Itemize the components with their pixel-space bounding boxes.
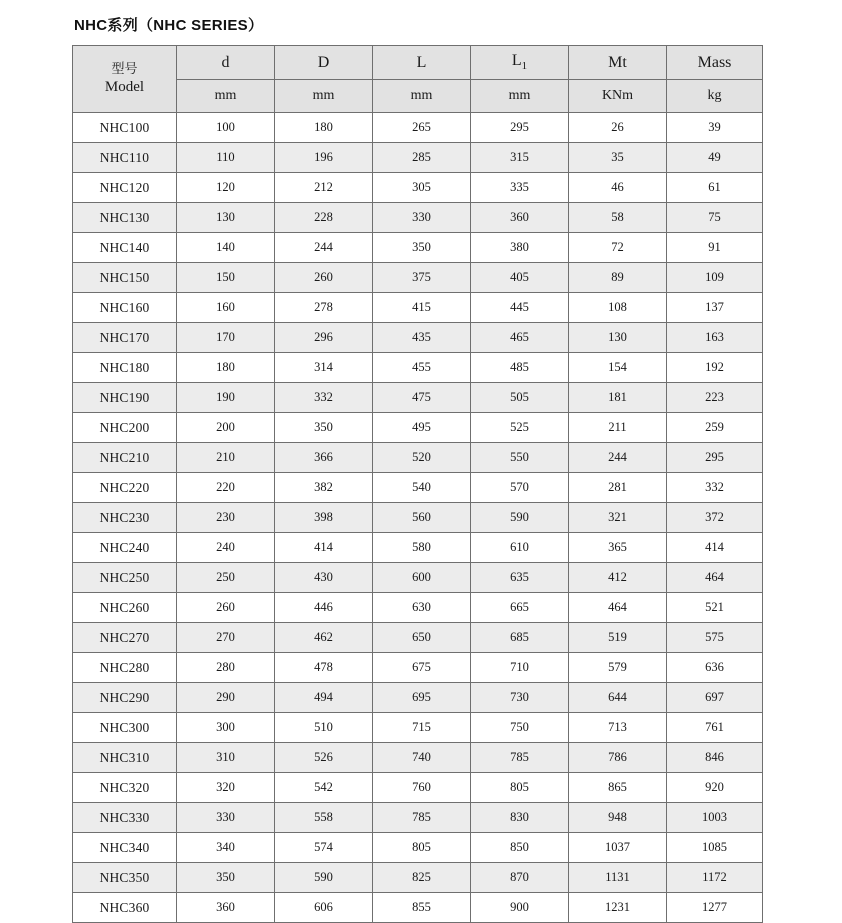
cell-Mt: 26 xyxy=(569,113,667,143)
cell-L1: 750 xyxy=(471,713,569,743)
cell-D: 574 xyxy=(275,833,373,863)
cell-Mass: 920 xyxy=(667,773,763,803)
cell-model: NHC360 xyxy=(73,893,177,923)
cell-d: 200 xyxy=(177,413,275,443)
header-unit-D: mm xyxy=(275,80,373,113)
cell-D: 494 xyxy=(275,683,373,713)
cell-Mass: 521 xyxy=(667,593,763,623)
cell-Mass: 109 xyxy=(667,263,763,293)
cell-D: 382 xyxy=(275,473,373,503)
header-row-units xyxy=(73,80,763,113)
cell-Mass: 91 xyxy=(667,233,763,263)
cell-L1: 665 xyxy=(471,593,569,623)
cell-L: 495 xyxy=(373,413,471,443)
cell-D: 278 xyxy=(275,293,373,323)
cell-model: NHC220 xyxy=(73,473,177,503)
table-row xyxy=(73,473,763,503)
cell-Mass: 1003 xyxy=(667,803,763,833)
cell-D: 590 xyxy=(275,863,373,893)
table-row xyxy=(73,833,763,863)
header-symbol-L-text: L xyxy=(416,53,427,71)
table-row xyxy=(73,443,763,473)
cell-d: 320 xyxy=(177,773,275,803)
table-row xyxy=(73,803,763,833)
cell-d: 290 xyxy=(177,683,275,713)
cell-Mass: 372 xyxy=(667,503,763,533)
cell-L: 285 xyxy=(373,143,471,173)
cell-Mass: 332 xyxy=(667,473,763,503)
cell-Mt: 181 xyxy=(569,383,667,413)
cell-Mass: 575 xyxy=(667,623,763,653)
cell-L: 675 xyxy=(373,653,471,683)
cell-d: 300 xyxy=(177,713,275,743)
cell-model: NHC230 xyxy=(73,503,177,533)
cell-model: NHC130 xyxy=(73,203,177,233)
cell-D: 558 xyxy=(275,803,373,833)
cell-Mt: 644 xyxy=(569,683,667,713)
header-symbol-Mt xyxy=(569,46,667,80)
cell-d: 280 xyxy=(177,653,275,683)
table-body xyxy=(73,113,763,923)
cell-Mt: 1231 xyxy=(569,893,667,923)
header-unit-d: mm xyxy=(177,80,275,113)
cell-Mt: 365 xyxy=(569,533,667,563)
header-unit-Mt: KNm xyxy=(569,80,667,113)
table-row xyxy=(73,863,763,893)
cell-L: 580 xyxy=(373,533,471,563)
cell-L1: 635 xyxy=(471,563,569,593)
cell-L1: 785 xyxy=(471,743,569,773)
header-symbol-L1-text: L xyxy=(511,52,522,70)
cell-d: 250 xyxy=(177,563,275,593)
cell-d: 100 xyxy=(177,113,275,143)
cell-model: NHC280 xyxy=(73,653,177,683)
cell-model: NHC300 xyxy=(73,713,177,743)
cell-model: NHC180 xyxy=(73,353,177,383)
header-symbol-D-text: D xyxy=(317,53,330,71)
table-row xyxy=(73,353,763,383)
cell-Mass: 1085 xyxy=(667,833,763,863)
table-row xyxy=(73,683,763,713)
cell-d: 210 xyxy=(177,443,275,473)
cell-D: 350 xyxy=(275,413,373,443)
cell-L: 560 xyxy=(373,503,471,533)
cell-d: 360 xyxy=(177,893,275,923)
cell-Mass: 636 xyxy=(667,653,763,683)
cell-model: NHC120 xyxy=(73,173,177,203)
cell-D: 542 xyxy=(275,773,373,803)
cell-d: 120 xyxy=(177,173,275,203)
cell-d: 310 xyxy=(177,743,275,773)
cell-model: NHC210 xyxy=(73,443,177,473)
cell-L: 805 xyxy=(373,833,471,863)
cell-Mass: 697 xyxy=(667,683,763,713)
cell-Mt: 89 xyxy=(569,263,667,293)
cell-Mass: 192 xyxy=(667,353,763,383)
cell-D: 478 xyxy=(275,653,373,683)
cell-Mass: 163 xyxy=(667,323,763,353)
cell-L: 455 xyxy=(373,353,471,383)
table-row xyxy=(73,293,763,323)
cell-Mass: 1277 xyxy=(667,893,763,923)
table-row xyxy=(73,563,763,593)
header-unit-Mass: kg xyxy=(667,80,763,113)
cell-Mt: 154 xyxy=(569,353,667,383)
header-unit-L: mm xyxy=(373,80,471,113)
cell-L1: 900 xyxy=(471,893,569,923)
cell-L1: 570 xyxy=(471,473,569,503)
cell-D: 430 xyxy=(275,563,373,593)
cell-model: NHC240 xyxy=(73,533,177,563)
header-symbol-L1-sub: 1 xyxy=(521,60,528,73)
cell-L1: 485 xyxy=(471,353,569,383)
cell-L: 695 xyxy=(373,683,471,713)
cell-d: 260 xyxy=(177,593,275,623)
cell-d: 230 xyxy=(177,503,275,533)
cell-model: NHC290 xyxy=(73,683,177,713)
table-row xyxy=(73,503,763,533)
cell-Mt: 58 xyxy=(569,203,667,233)
cell-d: 150 xyxy=(177,263,275,293)
cell-d: 350 xyxy=(177,863,275,893)
cell-Mass: 49 xyxy=(667,143,763,173)
cell-model: NHC150 xyxy=(73,263,177,293)
header-symbol-d-text: d xyxy=(221,53,230,71)
table-row xyxy=(73,383,763,413)
table-row xyxy=(73,893,763,923)
cell-L1: 830 xyxy=(471,803,569,833)
nhc-series-spec-table xyxy=(72,45,763,923)
cell-model: NHC170 xyxy=(73,323,177,353)
cell-Mt: 211 xyxy=(569,413,667,443)
cell-D: 260 xyxy=(275,263,373,293)
cell-L: 855 xyxy=(373,893,471,923)
cell-D: 510 xyxy=(275,713,373,743)
cell-L: 715 xyxy=(373,713,471,743)
cell-model: NHC310 xyxy=(73,743,177,773)
cell-L: 650 xyxy=(373,623,471,653)
cell-L1: 335 xyxy=(471,173,569,203)
cell-model: NHC270 xyxy=(73,623,177,653)
cell-d: 180 xyxy=(177,353,275,383)
cell-d: 170 xyxy=(177,323,275,353)
cell-D: 196 xyxy=(275,143,373,173)
cell-L1: 525 xyxy=(471,413,569,443)
cell-L1: 870 xyxy=(471,863,569,893)
header-symbol-Mass-text: Mass xyxy=(697,53,732,71)
header-symbol-d xyxy=(177,46,275,80)
table-row xyxy=(73,143,763,173)
cell-Mass: 259 xyxy=(667,413,763,443)
cell-L: 475 xyxy=(373,383,471,413)
table-row xyxy=(73,773,763,803)
cell-Mass: 846 xyxy=(667,743,763,773)
cell-D: 212 xyxy=(275,173,373,203)
table-row xyxy=(73,653,763,683)
cell-d: 340 xyxy=(177,833,275,863)
header-symbol-Mt-text: Mt xyxy=(608,53,627,71)
cell-Mt: 412 xyxy=(569,563,667,593)
cell-Mass: 414 xyxy=(667,533,763,563)
cell-Mass: 39 xyxy=(667,113,763,143)
cell-L: 825 xyxy=(373,863,471,893)
table-row xyxy=(73,113,763,143)
cell-d: 140 xyxy=(177,233,275,263)
cell-Mt: 786 xyxy=(569,743,667,773)
table-row xyxy=(73,743,763,773)
cell-d: 110 xyxy=(177,143,275,173)
cell-Mt: 321 xyxy=(569,503,667,533)
cell-Mass: 137 xyxy=(667,293,763,323)
cell-D: 526 xyxy=(275,743,373,773)
header-symbol-D xyxy=(275,46,373,80)
cell-D: 414 xyxy=(275,533,373,563)
cell-Mass: 75 xyxy=(667,203,763,233)
cell-D: 244 xyxy=(275,233,373,263)
header-unit-L1: mm xyxy=(471,80,569,113)
cell-Mass: 61 xyxy=(667,173,763,203)
cell-D: 332 xyxy=(275,383,373,413)
cell-L: 435 xyxy=(373,323,471,353)
header-model-cn: 型号 xyxy=(111,61,138,77)
cell-model: NHC160 xyxy=(73,293,177,323)
table-row xyxy=(73,233,763,263)
cell-L: 415 xyxy=(373,293,471,323)
cell-Mass: 761 xyxy=(667,713,763,743)
cell-d: 220 xyxy=(177,473,275,503)
cell-L: 305 xyxy=(373,173,471,203)
cell-L1: 610 xyxy=(471,533,569,563)
table-row xyxy=(73,413,763,443)
cell-L1: 550 xyxy=(471,443,569,473)
table-row xyxy=(73,203,763,233)
cell-L1: 380 xyxy=(471,233,569,263)
cell-L1: 295 xyxy=(471,113,569,143)
cell-d: 130 xyxy=(177,203,275,233)
cell-model: NHC330 xyxy=(73,803,177,833)
cell-model: NHC350 xyxy=(73,863,177,893)
page-title: NHC系列（NHC SERIES） xyxy=(74,17,264,34)
cell-d: 240 xyxy=(177,533,275,563)
cell-L: 265 xyxy=(373,113,471,143)
cell-L1: 710 xyxy=(471,653,569,683)
cell-d: 330 xyxy=(177,803,275,833)
cell-D: 398 xyxy=(275,503,373,533)
cell-Mt: 865 xyxy=(569,773,667,803)
cell-Mt: 35 xyxy=(569,143,667,173)
cell-model: NHC320 xyxy=(73,773,177,803)
header-row-symbols xyxy=(73,46,763,80)
cell-Mt: 244 xyxy=(569,443,667,473)
table-row xyxy=(73,263,763,293)
cell-d: 190 xyxy=(177,383,275,413)
cell-L: 350 xyxy=(373,233,471,263)
cell-Mt: 1131 xyxy=(569,863,667,893)
table-row xyxy=(73,323,763,353)
cell-d: 160 xyxy=(177,293,275,323)
cell-model: NHC260 xyxy=(73,593,177,623)
cell-L: 540 xyxy=(373,473,471,503)
cell-Mass: 1172 xyxy=(667,863,763,893)
cell-L: 600 xyxy=(373,563,471,593)
cell-L1: 590 xyxy=(471,503,569,533)
cell-L1: 805 xyxy=(471,773,569,803)
cell-model: NHC140 xyxy=(73,233,177,263)
cell-L1: 850 xyxy=(471,833,569,863)
cell-Mt: 948 xyxy=(569,803,667,833)
cell-model: NHC100 xyxy=(73,113,177,143)
cell-D: 606 xyxy=(275,893,373,923)
cell-Mt: 281 xyxy=(569,473,667,503)
cell-Mass: 295 xyxy=(667,443,763,473)
cell-Mt: 464 xyxy=(569,593,667,623)
cell-L1: 360 xyxy=(471,203,569,233)
cell-D: 228 xyxy=(275,203,373,233)
cell-L1: 445 xyxy=(471,293,569,323)
cell-D: 462 xyxy=(275,623,373,653)
cell-model: NHC340 xyxy=(73,833,177,863)
table-row xyxy=(73,173,763,203)
cell-model: NHC250 xyxy=(73,563,177,593)
cell-Mt: 519 xyxy=(569,623,667,653)
cell-L1: 405 xyxy=(471,263,569,293)
cell-Mt: 108 xyxy=(569,293,667,323)
header-symbol-Mass xyxy=(667,46,763,80)
cell-Mt: 130 xyxy=(569,323,667,353)
cell-model: NHC200 xyxy=(73,413,177,443)
cell-L1: 315 xyxy=(471,143,569,173)
cell-D: 446 xyxy=(275,593,373,623)
cell-L: 760 xyxy=(373,773,471,803)
table-row xyxy=(73,623,763,653)
cell-L: 375 xyxy=(373,263,471,293)
cell-model: NHC110 xyxy=(73,143,177,173)
cell-L1: 685 xyxy=(471,623,569,653)
cell-L: 785 xyxy=(373,803,471,833)
table-header xyxy=(73,46,763,113)
header-symbol-L1 xyxy=(471,46,569,80)
cell-L1: 730 xyxy=(471,683,569,713)
cell-L1: 505 xyxy=(471,383,569,413)
table-row xyxy=(73,713,763,743)
cell-Mt: 579 xyxy=(569,653,667,683)
header-model-en: Model xyxy=(104,78,145,95)
cell-D: 296 xyxy=(275,323,373,353)
table-row xyxy=(73,533,763,563)
cell-L: 330 xyxy=(373,203,471,233)
header-model xyxy=(73,46,177,113)
cell-L1: 465 xyxy=(471,323,569,353)
cell-Mt: 46 xyxy=(569,173,667,203)
cell-Mass: 464 xyxy=(667,563,763,593)
cell-Mt: 1037 xyxy=(569,833,667,863)
cell-D: 314 xyxy=(275,353,373,383)
header-symbol-L xyxy=(373,46,471,80)
cell-Mass: 223 xyxy=(667,383,763,413)
cell-Mt: 72 xyxy=(569,233,667,263)
cell-Mt: 713 xyxy=(569,713,667,743)
cell-D: 366 xyxy=(275,443,373,473)
cell-L: 630 xyxy=(373,593,471,623)
cell-D: 180 xyxy=(275,113,373,143)
table-row xyxy=(73,593,763,623)
cell-L: 520 xyxy=(373,443,471,473)
cell-model: NHC190 xyxy=(73,383,177,413)
cell-L: 740 xyxy=(373,743,471,773)
cell-d: 270 xyxy=(177,623,275,653)
